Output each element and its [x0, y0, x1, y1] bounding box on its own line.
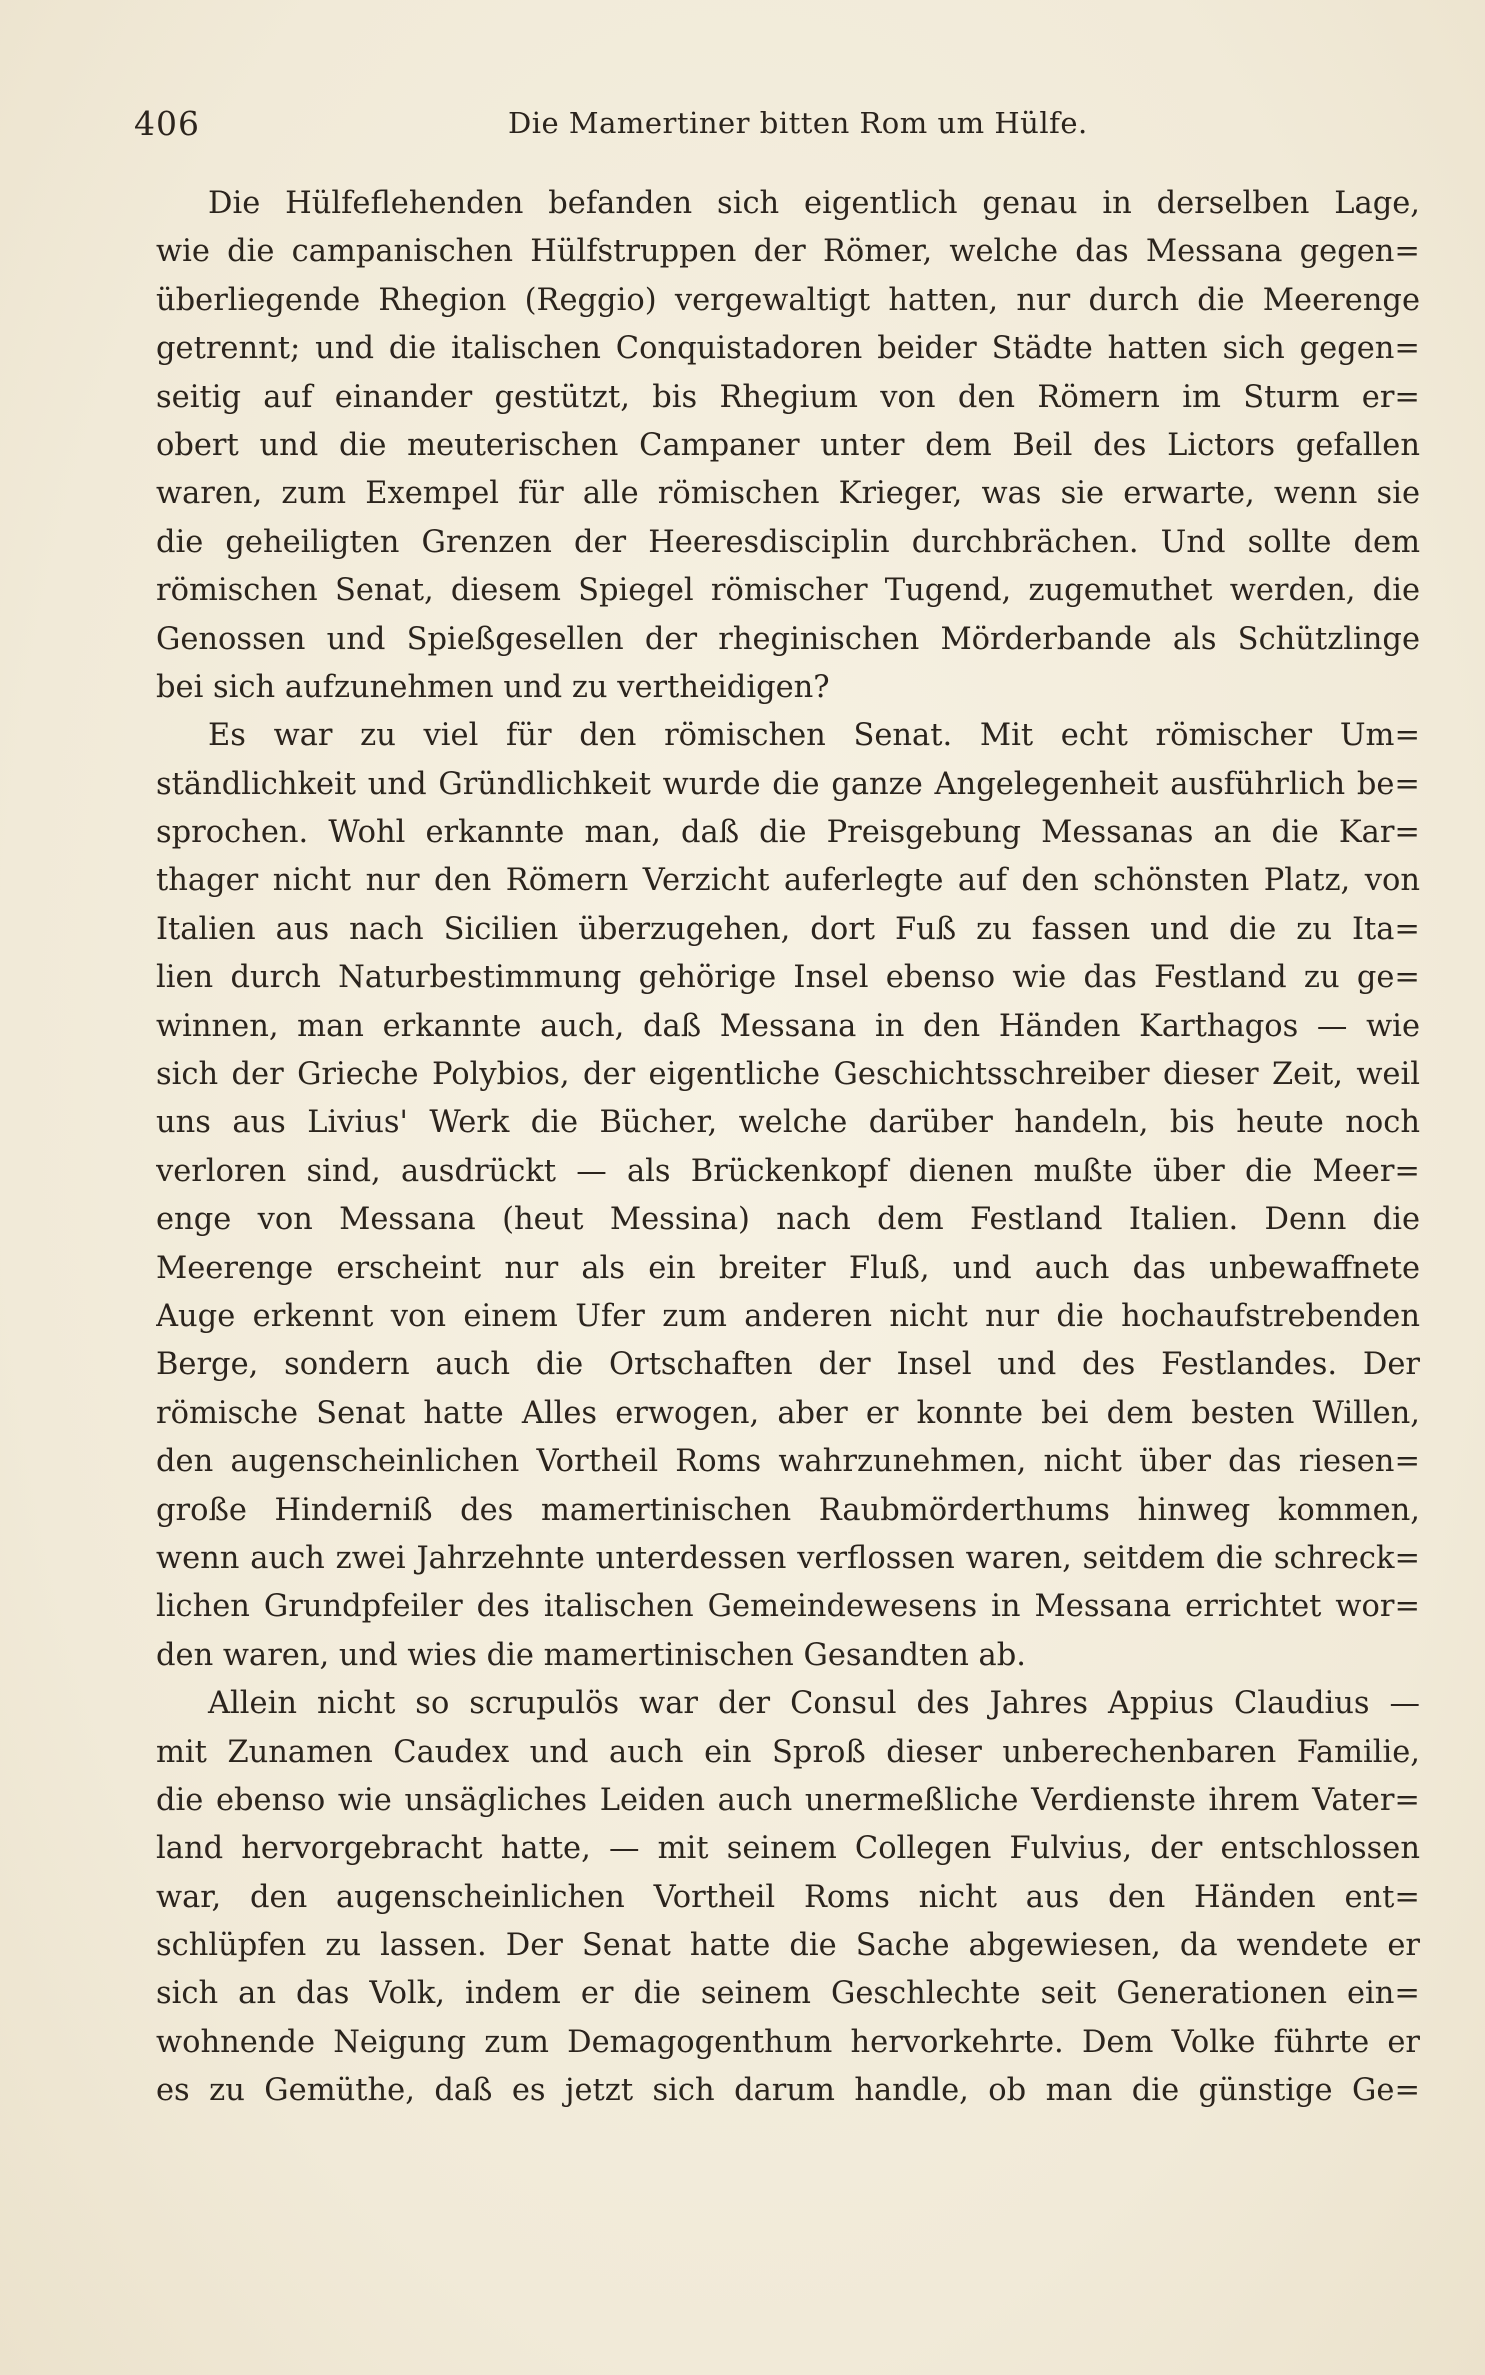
text-line: thager nicht nur den Römern Verzicht auferlegte auf den schönsten Platz, von — [156, 863, 1420, 899]
text-line: große Hinderniß des mamertinischen Raubmörderthums hinweg kommen, — [156, 1492, 1420, 1528]
text-line: Es war zu viel für den römischen Senat. Mit echt römischer Um= — [208, 718, 1420, 754]
text-line: obert und die meuterischen Campaner unter dem Beil des Lictors gefallen — [156, 427, 1420, 463]
page-number: 406 — [134, 104, 200, 143]
text-line: den augenscheinlichen Vortheil Roms wahrzunehmen, nicht über das riesen= — [156, 1444, 1420, 1480]
text-line: wenn auch zwei Jahrzehnte unterdessen verflossen waren, seitdem die schreck= — [156, 1540, 1420, 1576]
text-line: getrennt; und die italischen Conquistadoren beider Städte hatten sich gegen= — [156, 331, 1420, 367]
running-title: Die Mamertiner bitten Rom um Hülfe. — [508, 106, 1088, 140]
text-line: sich der Grieche Polybios, der eigentliche Geschichtsschreiber dieser Zeit, weil — [156, 1057, 1420, 1093]
text-line: überliegende Rhegion (Reggio) vergewaltigt hatten, nur durch die Meerenge — [156, 282, 1420, 318]
text-line: den waren, und wies die mamertinischen Gesandten ab. — [156, 1637, 1026, 1673]
text-line: Auge erkennt von einem Ufer zum anderen nicht nur die hochaufstrebenden — [156, 1298, 1420, 1334]
text-line: Allein nicht so scrupulös war der Consul des Jahres Appius Claudius — — [208, 1686, 1420, 1722]
text-line: war, den augenscheinlichen Vortheil Roms nicht aus den Händen ent= — [156, 1879, 1420, 1915]
text-line: Italien aus nach Sicilien überzugehen, dort Fuß zu fassen und die zu Ita= — [156, 911, 1420, 947]
text-line: Die Hülfeflehenden befanden sich eigentlich genau in derselben Lage, — [208, 186, 1420, 221]
text-line: die geheiligten Grenzen der Heeresdisciplin durchbrächen. Und sollte dem — [156, 524, 1420, 560]
text-line: lien durch Naturbestimmung gehörige Insel ebenso wie das Festland zu ge= — [156, 960, 1420, 996]
text-line: wie die campanischen Hülfstruppen der Römer, welche das Messana gegen= — [156, 234, 1420, 270]
page-header — [134, 104, 1424, 144]
text-line: waren, zum Exempel für alle römischen Krieger, was sie erwarte, wenn sie — [156, 476, 1420, 512]
text-line: winnen, man erkannte auch, daß Messana in den Händen Karthagos — wie — [156, 1008, 1420, 1044]
text-line: sprochen. Wohl erkannte man, daß die Preisgebung Messanas an die Kar= — [156, 815, 1420, 851]
text-line: ständlichkeit und Gründlichkeit wurde die ganze Angelegenheit ausführlich be= — [156, 766, 1420, 802]
text-line: seitig auf einander gestützt, bis Rhegium von den Römern im Sturm er= — [156, 379, 1420, 415]
text-line: sich an das Volk, indem er die seinem Geschlechte seit Generationen ein= — [156, 1976, 1420, 2012]
text-line: land hervorgebracht hatte, — mit seinem Collegen Fulvius, der entschlossen — [156, 1831, 1420, 1867]
text-line: uns aus Livius' Werk die Bücher, welche darüber handeln, bis heute noch — [156, 1105, 1420, 1141]
text-line: Meerenge erscheint nur als ein breiter Fluß, und auch das unbewaffnete — [156, 1250, 1420, 1286]
text-line: Berge, sondern auch die Ortschaften der Insel und des Festlandes. Der — [156, 1347, 1420, 1383]
text-line: römischen Senat, diesem Spiegel römischer Tugend, zugemuthet werden, die — [156, 573, 1420, 609]
text-line: wohnende Neigung zum Demagogenthum hervorkehrte. Dem Volke führte er — [156, 2024, 1420, 2060]
text-line: mit Zunamen Caudex und auch ein Sproß dieser unberechenbaren Familie, — [156, 1734, 1420, 1770]
body-text — [156, 180, 1420, 2116]
text-line: bei sich aufzunehmen und zu vertheidigen? — [156, 669, 830, 705]
text-line: schlüpfen zu lassen. Der Senat hatte die Sache abgewiesen, da wendete er — [156, 1928, 1420, 1964]
text-line: verloren sind, ausdrückt — als Brückenkopf dienen mußte über die Meer= — [156, 1153, 1420, 1189]
text-line: lichen Grundpfeiler des italischen Gemeindewesens in Messana errichtet wor= — [156, 1589, 1420, 1625]
text-line: die ebenso wie unsägliches Leiden auch unermeßliche Verdienste ihrem Vater= — [156, 1782, 1420, 1818]
text-line: es zu Gemüthe, daß es jetzt sich darum handle, ob man die günstige Ge= — [156, 2073, 1420, 2109]
text-line: Genossen und Spießgesellen der rheginischen Mörderbande als Schützlinge — [156, 621, 1420, 657]
text-line: römische Senat hatte Alles erwogen, aber er konnte bei dem besten Willen, — [156, 1395, 1420, 1431]
text-line: enge von Messana (heut Messina) nach dem Festland Italien. Denn die — [156, 1202, 1420, 1238]
